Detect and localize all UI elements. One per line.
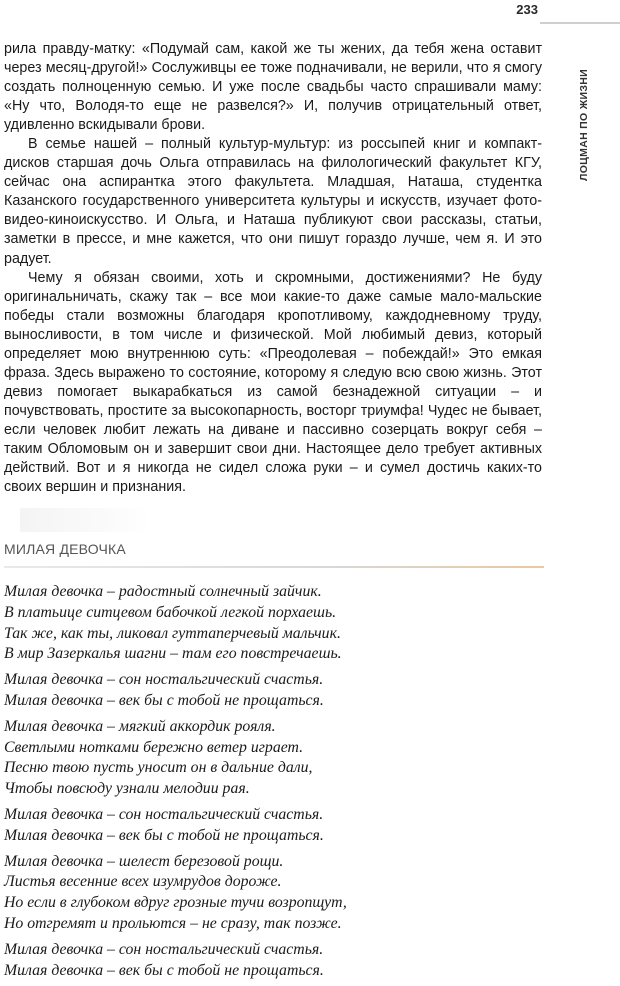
poem-line: Так же, как ты, ликовал гуттаперчевый мальчик. (4, 624, 341, 642)
poem-title: МИЛАЯ ДЕВОЧКА (4, 541, 126, 557)
poem-line: Светлыми нотками бережно ветер играет. (4, 738, 304, 756)
faded-ornament (20, 508, 150, 532)
poem-line: Милая девочка – сон ностальгический счастья. (4, 940, 324, 958)
poem-stanza (4, 717, 554, 800)
page-number: 233 (516, 2, 538, 17)
poem-line: Милая девочка – радостный солнечный зайчик. (4, 583, 322, 600)
poem-stanza (4, 582, 554, 665)
article-body (4, 40, 542, 497)
poem-line: Чтобы повсюду узнали мелодии рая. (4, 780, 250, 798)
poem-line: Милая девочка – сон ностальгический счастья. (4, 805, 324, 823)
poem-line: Но отгремят и прольются – не сразу, так позже. (4, 914, 342, 932)
poem-stanza (4, 852, 554, 935)
poem-line: В мир Зазеркалья шагни – там его повстречаешь. (4, 645, 342, 663)
poem-line: В платьице ситцевом бабочкой легкой порхаешь. (4, 603, 337, 621)
side-running-title (574, 50, 594, 200)
poem-refrain (4, 940, 554, 982)
poem-refrain (4, 670, 554, 712)
poem-refrain (4, 805, 554, 847)
poem-line: Листья весенние всех изумрудов дороже. (4, 873, 282, 891)
poem-line: Песню твою пусть уносит он в дальние дали, (4, 759, 313, 777)
paragraph: Чему я обязан своими, хоть и скромными, достижениями? Не буду оригинальничать, скажу так – все мои какие-то даже самые мало-мальские победы стали возможны благодаря кропотливому, каждодневному труду, выносливости, в том числе и физической. Мой любимый девиз, который определяет мою внутреннюю суть: «Преодолевая – побеждай!» Это емкая фраза. Здесь выражено то состояние, которому я следую всю свою жизнь. Этот девиз помогает выкарабкаться из самой безнадежной ситуации – и почувствовать, простите за высокопарность, восторг триумфа! Чудес не бывает, если человек любит лежать на диване и пассивно созерцать вокруг себя – таким Обломовым он и завершит свои дни. Настоящее дело требует активных действий. Вот и я никогда не сидел сложа руки – и сумел достичь каких-то своих вершин и признания. (4, 269, 542, 496)
poem-line: Милая девочка – шелест березовой рощи. (4, 852, 284, 870)
poem-body (4, 582, 554, 986)
poem-line: Но если в глубоком вдруг грозные тучи возропщут, (4, 894, 347, 912)
poem-line: Милая девочка – век бы с тобой не прощаться. (4, 961, 324, 979)
section-divider (4, 566, 544, 568)
header-rule (540, 22, 620, 24)
poem-line: Милая девочка – сон ностальгический счастья. (4, 671, 324, 689)
poem-line: Милая девочка – век бы с тобой не прощаться. (4, 691, 324, 709)
paragraph: В семье нашей – полный культур-мультур: из россыпей книг и компакт-дисков старшая дочь Ольга отправилась на филологический факультет КГУ, сейчас она аспирантка этого факультета. Младшая, Наташа, студентка Казанского государственного университета культуры и искусств, изучает фото-видео-киноискусство. И Ольга, и Наташа публикуют свои рассказы, статьи, заметки в прессе, и мне кажется, что они пишут гораздо лучше, чем я. И это радует. (4, 136, 542, 267)
poem-line: Милая девочка – мягкий аккордик рояля. (4, 717, 276, 735)
poem-line: Милая девочка – век бы с тобой не прощаться. (4, 826, 324, 844)
paragraph: рила правду-матку: «Подумай сам, какой же ты жених, да тебя жена оставит через месяц-другой!» Сослуживцы ее тоже подначивали, не верили, что я смогу создать полноценную семью. И уже после свадьбы часто спрашивали маму: «Ну что, Володя-то еще не развелся?» И, получив отрицательный ответ, удивленно вскидывали брови. (4, 41, 542, 134)
side-title-text: ЛОЦМАН ПО ЖИЗНИ (578, 69, 590, 181)
